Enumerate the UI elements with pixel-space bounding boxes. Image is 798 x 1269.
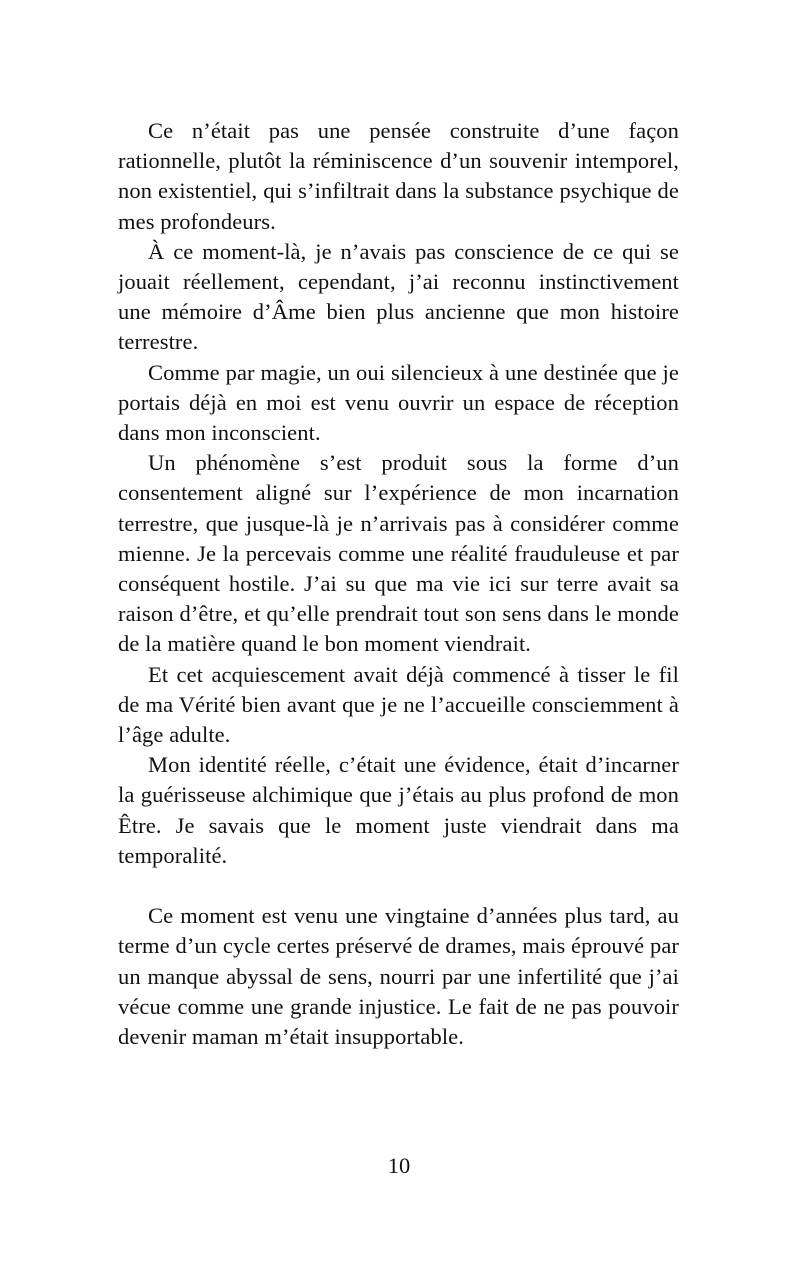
- page-number: 10: [387, 1153, 411, 1178]
- paragraph: Ce n’était pas une pensée construite d’une façon rationnelle, plutôt la réminiscence d’un souvenir intemporel, non existentiel, qui s’infiltrait dans la substance psychique de mes profondeurs.: [118, 118, 679, 234]
- paragraph: À ce moment-là, je n’avais pas conscience de ce qui se jouait réellement, cependant, j’ai reconnu instinctivement une mémoire d’Âme bien plus ancienne que mon histoire terrestre.: [118, 238, 679, 355]
- paragraph: Et cet acquiescement avait déjà commencé à tisser le fil de ma Vérité bien avant que je ne l’accueille consciemment à l’âge adulte.: [118, 661, 679, 748]
- section-break: [118, 871, 679, 901]
- paragraph: Ce moment est venu une vingtaine d’années plus tard, au terme d’un cycle certes préservé de drames, mais éprouvé par un manque abyssal de sens, nourri par une infertilité que j’ai vécue comme une grande injustice. Le fait de ne pas pouvoir devenir maman m’était insupportable.: [118, 903, 679, 1050]
- body-text: [118, 116, 679, 1052]
- paragraph: Un phénomène s’est produit sous la forme d’un consentement aligné sur l’expérience de mon incarnation terrestre, que jusque-là je n’arrivais pas à considérer comme mienne. Je la percevais comme une réalité frauduleuse et par conséquent hostile. J’ai su que ma vie ici sur terre avait sa raison d’être, et qu’elle prendrait tout son sens dans le monde de la matière quand le bon moment viendrait.: [118, 450, 679, 657]
- paragraph: Mon identité réelle, c’était une évidence, était d’incarner la guérisseuse alchimique que j’étais au plus profond de mon Être. Je savais que le moment juste viendrait dans ma temporalité.: [118, 752, 679, 868]
- paragraph: Comme par magie, un oui silencieux à une destinée que je portais déjà en moi est venu ouvrir un espace de réception dans mon inconscient.: [118, 359, 679, 446]
